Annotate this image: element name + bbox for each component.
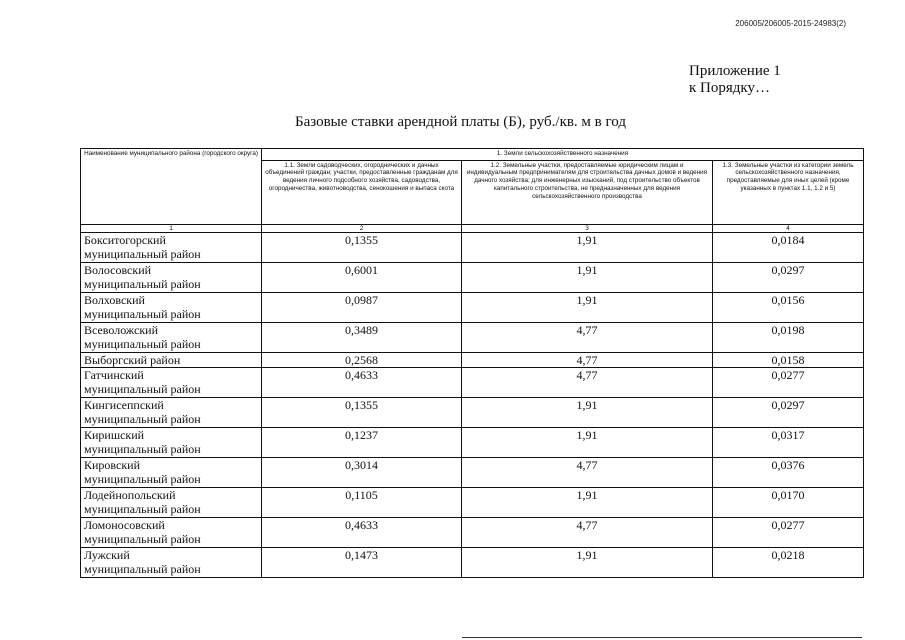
column-number: 3 (462, 224, 713, 232)
rate-col-3: 1,91 (462, 292, 713, 322)
table-row (81, 367, 864, 397)
rate-col-4: 0,0297 (713, 397, 864, 427)
rate-col-3: 4,77 (462, 517, 713, 547)
rate-col-2: 0,1355 (262, 397, 462, 427)
page-title (0, 114, 905, 131)
rate-col-3: 4,77 (462, 457, 713, 487)
column-number: 4 (713, 224, 864, 232)
district-type-line: муниципальный район (84, 306, 201, 321)
district-type-line: муниципальный район (84, 276, 201, 291)
district-name (81, 547, 262, 577)
rate-col-4: 0,0277 (713, 367, 864, 397)
district-name (81, 427, 262, 457)
district-name-line: Волосовский (84, 262, 152, 277)
column-number: 1 (81, 224, 262, 232)
district-type-line: муниципальный район (84, 441, 201, 456)
district-name-line: Кировский (84, 457, 141, 472)
district-name-line: Ломоносовский (84, 517, 165, 532)
rate-col-3: 4,77 (462, 367, 713, 397)
district-type-line: муниципальный район (84, 561, 201, 576)
district-name (81, 487, 262, 517)
rate-col-2: 0,1105 (262, 487, 462, 517)
rate-col-4: 0,0198 (713, 322, 864, 352)
table-row (81, 427, 864, 457)
table-row (81, 262, 864, 292)
district-type-line: муниципальный район (84, 501, 201, 516)
rate-col-4: 0,0277 (713, 517, 864, 547)
rate-col-2: 0,2568 (262, 352, 462, 367)
rate-col-2: 0,4633 (262, 517, 462, 547)
district-name-line: Кингисеппский (84, 397, 164, 412)
rate-col-3: 1,91 (462, 547, 713, 577)
district-type-line: муниципальный район (84, 381, 201, 396)
rate-col-4: 0,0158 (713, 352, 864, 367)
rate-col-4: 0,0376 (713, 457, 864, 487)
rate-col-3: 1,91 (462, 397, 713, 427)
document-id: 206005/206005-2015-24983(2) (735, 19, 846, 28)
header-col-1-2: 1.2. Земельные участки, предоставляемые юридическим лицам и индивидуальным предпринимателям для строительства дачных домов и ведения дачного хозяйства; для инженерных изысканий, под строительство объектов капитального строительства, не предназначенных для ведения сельскохозяйственного производства (462, 160, 713, 224)
rate-col-3: 1,91 (462, 262, 713, 292)
district-name (81, 232, 262, 262)
district-type-line: муниципальный район (84, 471, 201, 486)
header-col-1-3: 1.3. Земельные участки из категории земель сельскохозяйственного назначения, предоставляемые для иных целей (кроме указанных в пунктах 1.1, 1.2 и 5) (713, 160, 864, 224)
district-type-line: муниципальный район (84, 531, 201, 546)
district-name (81, 352, 262, 367)
rate-col-2: 0,6001 (262, 262, 462, 292)
rate-col-4: 0,0297 (713, 262, 864, 292)
table-row (81, 322, 864, 352)
district-type-line: муниципальный район (84, 336, 201, 351)
header-row-1 (81, 149, 864, 161)
rate-col-2: 0,0987 (262, 292, 462, 322)
column-number-row (81, 224, 864, 232)
rate-col-3: 1,91 (462, 232, 713, 262)
rate-col-4: 0,0218 (713, 547, 864, 577)
district-type-line: муниципальный район (84, 411, 201, 426)
district-type-line: муниципальный район (84, 246, 201, 261)
district-name-line: Гатчинский (84, 367, 144, 382)
district-name (81, 262, 262, 292)
page-continuation-line (462, 637, 862, 638)
rate-col-4: 0,0156 (713, 292, 864, 322)
district-name-line: Бокситогорский (84, 232, 166, 247)
table-row (81, 457, 864, 487)
rates-table (80, 148, 864, 578)
rate-col-3: 4,77 (462, 352, 713, 367)
table-row (81, 397, 864, 427)
district-name (81, 457, 262, 487)
district-name-line: Лодейнопольский (84, 487, 176, 502)
rate-col-4: 0,0170 (713, 487, 864, 517)
district-name-line: Выборгский район (84, 352, 181, 367)
rate-col-2: 0,4633 (262, 367, 462, 397)
rate-col-2: 0,3489 (262, 322, 462, 352)
district-name-line: Волховский (84, 292, 145, 307)
rate-col-3: 1,91 (462, 427, 713, 457)
table-row (81, 232, 864, 262)
district-name (81, 322, 262, 352)
rate-col-2: 0,1473 (262, 547, 462, 577)
rate-col-2: 0,1237 (262, 427, 462, 457)
rate-col-4: 0,0317 (713, 427, 864, 457)
column-number: 2 (262, 224, 462, 232)
district-name-line: Киришский (84, 427, 145, 442)
rate-col-2: 0,1355 (262, 232, 462, 262)
rate-col-4: 0,0184 (713, 232, 864, 262)
header-col-1-1: 1.1. Земли садоводческих, огороднических и дачных объединений граждан; участки, предоставленные гражданам для ведения личного подсобного хозяйства, садоводства, огородничества, животноводства, сенокошения и выпаса скота (262, 160, 462, 224)
header-group-agricultural-lands: 1. Земли сельскохозяйственного назначения (262, 149, 864, 161)
table-row (81, 517, 864, 547)
appendix-line-1: Приложение 1 (689, 63, 781, 79)
rate-col-3: 1,91 (462, 487, 713, 517)
rate-col-3: 4,77 (462, 322, 713, 352)
page-title-text: Базовые ставки арендной платы (Б), руб./кв. м в год (294, 114, 626, 130)
appendix-line-2: к Порядку… (689, 80, 770, 96)
table-row (81, 292, 864, 322)
appendix-reference (689, 63, 781, 97)
district-name (81, 397, 262, 427)
district-name-line: Всеволожский (84, 322, 158, 337)
rate-col-2: 0,3014 (262, 457, 462, 487)
district-name-line: Лужский (84, 547, 130, 562)
district-name (81, 292, 262, 322)
table-row (81, 487, 864, 517)
district-name (81, 517, 262, 547)
table-row (81, 352, 864, 367)
header-district-name: Наименование муниципального района (городского округа) (81, 149, 262, 225)
district-name (81, 367, 262, 397)
table-row (81, 547, 864, 577)
